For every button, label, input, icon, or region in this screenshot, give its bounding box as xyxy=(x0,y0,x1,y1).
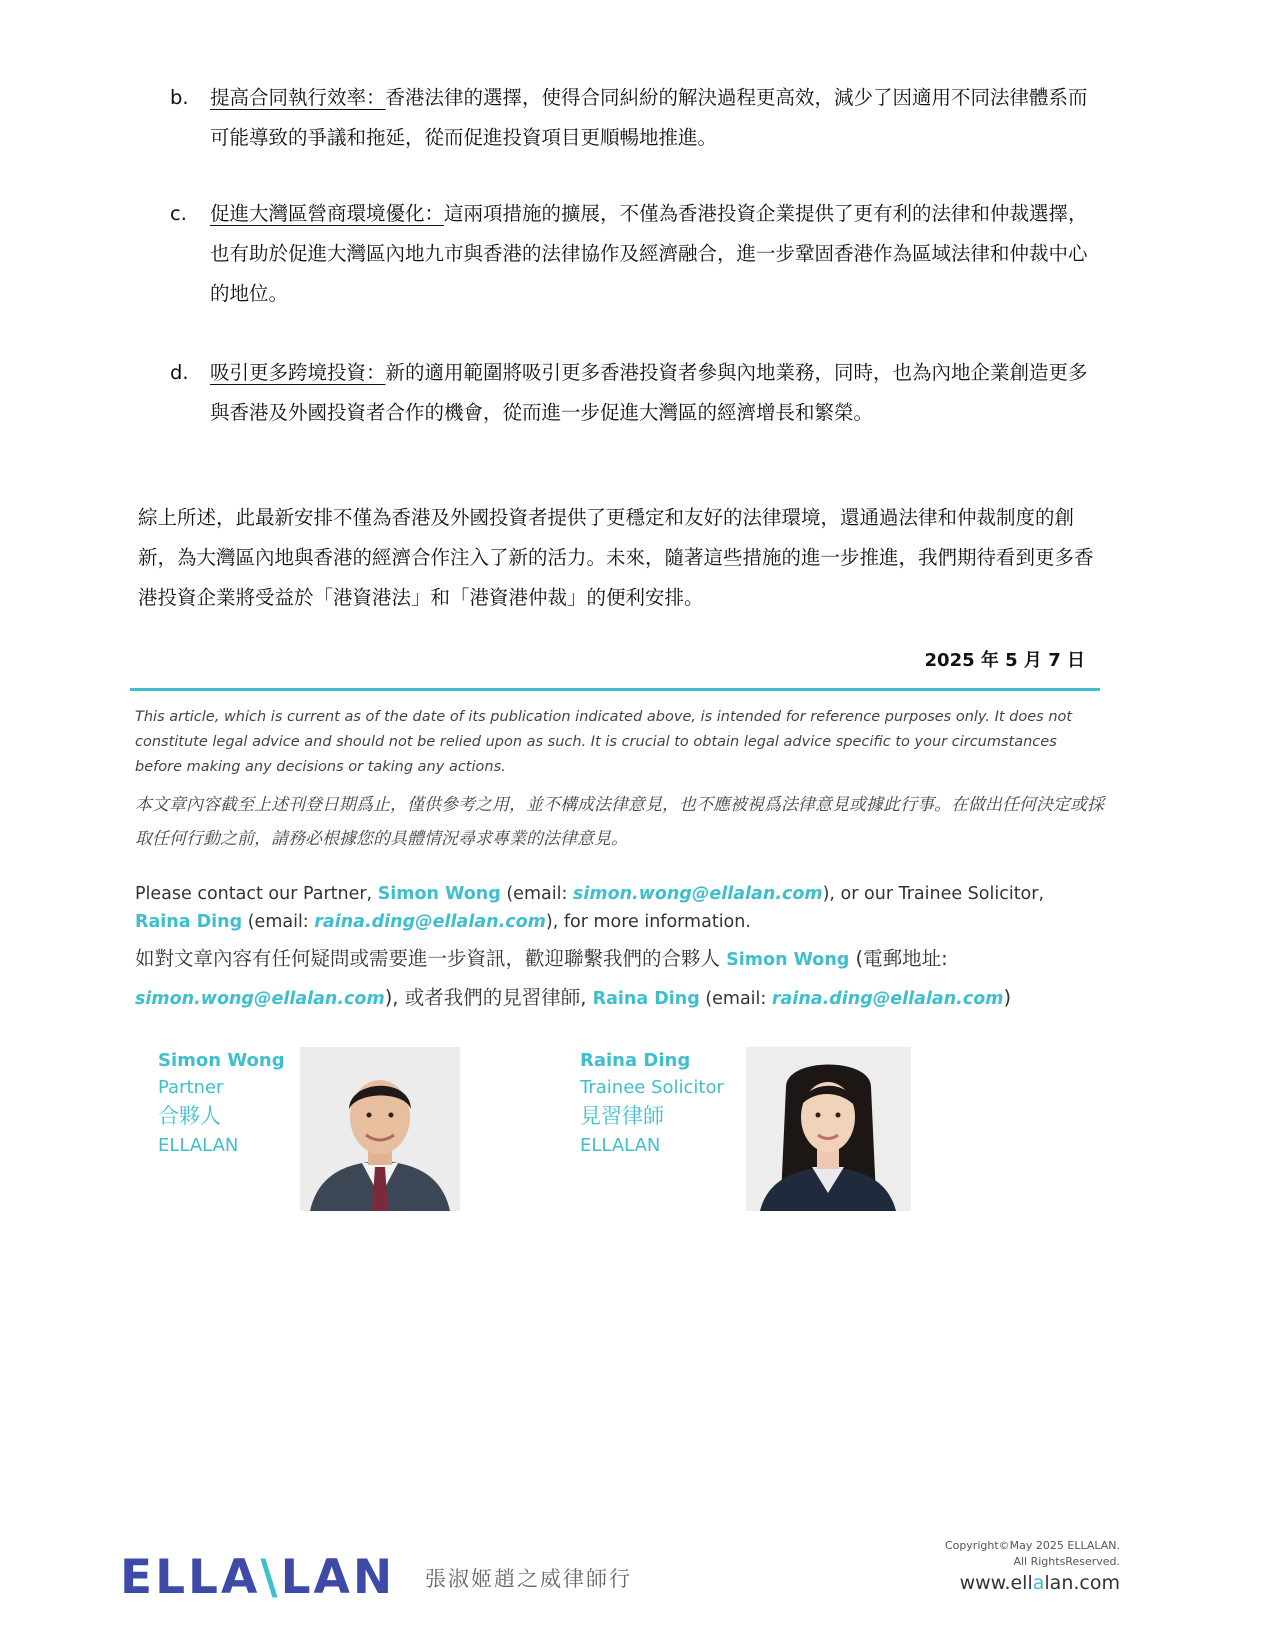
item-lead: 吸引更多跨境投資： xyxy=(210,361,386,384)
copyright-line: Copyright©May 2025 ELLALAN. xyxy=(944,1539,1120,1552)
list-item-d xyxy=(170,353,1100,433)
portrait-image xyxy=(300,1047,460,1211)
contact-text: 如對文章內容有任何疑問或需要進一步資訊，歡迎聯繫我們的合夥人 xyxy=(135,947,727,970)
divider xyxy=(130,688,1100,691)
list-marker: c. xyxy=(170,202,187,225)
contact-name-link[interactable]: Simon Wong xyxy=(377,884,501,904)
logo-text: ELLA xyxy=(120,1550,261,1605)
contact-text: (email: xyxy=(500,884,573,904)
profile-title-zh: 合夥人 xyxy=(158,1104,221,1128)
contact-text: (電郵地址: xyxy=(849,947,948,970)
portrait-image xyxy=(746,1047,911,1211)
contact-text: (email: xyxy=(242,912,315,932)
email-link[interactable]: raina.ding@ellalan.com xyxy=(314,912,546,932)
item-text: 這兩項措施的擴展，不僅為香港投資企業提供了更有利的法律和仲裁選擇，也有助於促進大灣區內地九市與香港的法律協作及經濟融合，進一步鞏固香港作為區域法律和仲裁中心的地位。 xyxy=(210,202,1088,305)
website-link[interactable] xyxy=(960,1572,1120,1594)
contact-name-link[interactable]: Simon Wong xyxy=(726,950,850,970)
profile-firm: ELLALAN xyxy=(158,1135,239,1156)
publication-date: 2025 年 5 月 7 日 xyxy=(924,650,1085,671)
email-link[interactable]: raina.ding@ellalan.com xyxy=(771,989,1004,1009)
contact-text: ) xyxy=(1003,986,1012,1009)
profile-name: Simon Wong xyxy=(158,1050,285,1071)
profile-photo-raina-ding xyxy=(746,1047,911,1211)
email-link[interactable]: simon.wong@ellalan.com xyxy=(135,989,385,1009)
contact-text: Please contact our Partner, xyxy=(135,884,378,904)
list-marker: b. xyxy=(170,86,189,109)
disclaimer-zh: 本文章內容截至上述刊登日期爲止，僅供參考之用，並不構成法律意見，也不應被視爲法律意見或據此行事。在做出任何決定或採取任何行動之前，請務必根據您的具體情況尋求專業的法律意見。 xyxy=(135,795,1104,849)
copyright-line: All RightsReserved. xyxy=(1013,1555,1120,1568)
item-lead: 提高合同執行效率： xyxy=(210,86,386,109)
list-item-c xyxy=(170,194,1100,314)
logo-text: LAN xyxy=(280,1550,396,1605)
item-lead: 促進大灣區營商環境優化： xyxy=(210,202,445,225)
website-text: lan.com xyxy=(1044,1572,1120,1594)
list-marker: d. xyxy=(170,361,189,384)
ellalan-logo xyxy=(120,1550,395,1605)
logo-accent: \ xyxy=(260,1550,281,1605)
profile-photo-simon-wong xyxy=(300,1047,460,1211)
profile-name: Raina Ding xyxy=(580,1050,691,1071)
contact-name-link[interactable]: Raina Ding xyxy=(592,989,700,1009)
copyright-notice xyxy=(945,1538,1120,1570)
profile-title: Partner xyxy=(158,1077,224,1098)
email-link[interactable]: simon.wong@ellalan.com xyxy=(572,884,823,904)
profile-card-simon-wong xyxy=(158,1047,285,1159)
contact-paragraph-zh xyxy=(135,940,1105,1018)
item-text: 新的適用範圍將吸引更多香港投資者參與內地業務，同時，也為內地企業創造更多與香港及外國投資者合作的機會，從而進一步促進大灣區的經濟增長和繁榮。 xyxy=(210,361,1088,424)
profile-title: Trainee Solicitor xyxy=(580,1077,724,1098)
list-item-b xyxy=(170,78,1100,158)
profile-firm: ELLALAN xyxy=(580,1135,661,1156)
contact-text: ), or our Trainee Solicitor, xyxy=(822,884,1045,904)
disclaimer-en: This article, which is current as of the date of its publication indicated above, is intended for reference purposes only. It does not constitute legal advice and should not be relied upon as such. It is crucial to obtain legal advice specific to your circumstances before making any decisions or taking any actions. xyxy=(135,709,1073,775)
summary-paragraph: 綜上所述，此最新安排不僅為香港及外國投資者提供了更穩定和友好的法律環境，還通過法律和仲裁制度的創新，為大灣區內地與香港的經濟合作注入了新的活力。未來，隨著這些措施的進一步推進，我們期待看到更多香港投資企業將受益於「港資港法」和「港資港仲裁」的便利安排。 xyxy=(138,506,1094,609)
profile-card-raina-ding xyxy=(580,1047,724,1159)
firm-name-zh: 張淑姬趙之威律師行 xyxy=(425,1567,632,1591)
profile-title-zh: 見習律師 xyxy=(580,1104,664,1128)
contact-paragraph-en xyxy=(135,880,1105,936)
contact-name-link[interactable]: Raina Ding xyxy=(135,912,243,932)
website-accent: a xyxy=(1032,1572,1045,1594)
item-text: 香港法律的選擇，使得合同糾紛的解決過程更高效，減少了因適用不同法律體系而可能導致的爭議和拖延，從而促進投資項目更順暢地推進。 xyxy=(210,86,1088,149)
contact-text: ), for more information. xyxy=(545,912,751,932)
website-text: www.ell xyxy=(959,1572,1033,1594)
contact-text: ), 或者我們的見習律師, xyxy=(384,986,593,1009)
contact-text: (email: xyxy=(699,989,772,1009)
